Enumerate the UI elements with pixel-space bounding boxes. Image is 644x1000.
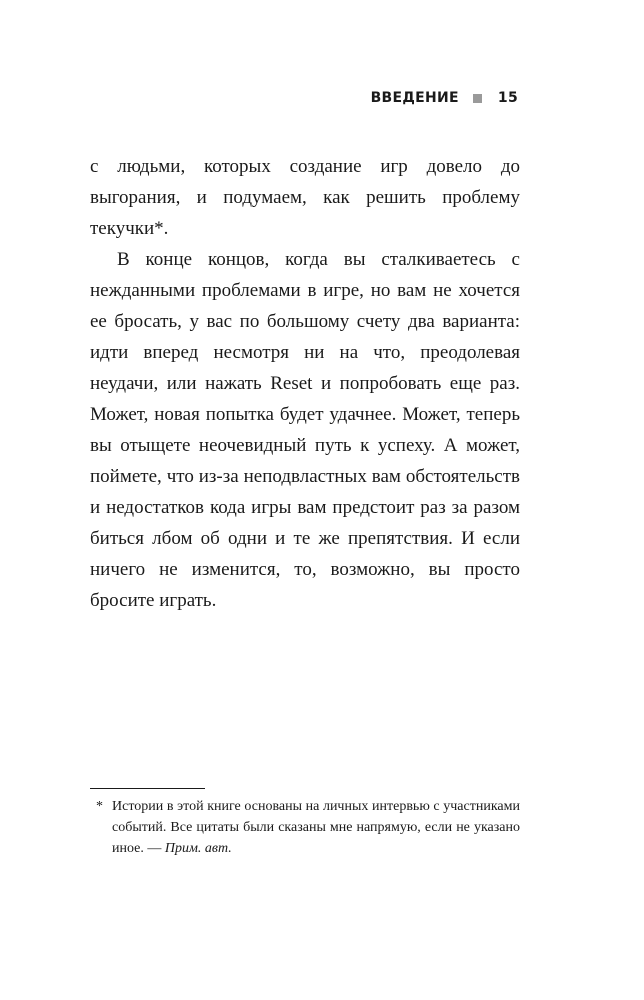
page-number: 15 bbox=[497, 90, 518, 106]
header-square-icon bbox=[473, 94, 482, 103]
paragraph-1: с людьми, которых создание игр довело до выгорания, и подумаем, как решить проблему текучки*. bbox=[90, 156, 520, 239]
footnote-mark: * bbox=[96, 799, 103, 814]
footnote-body bbox=[112, 796, 520, 859]
footnote-text: Истории в этой книге основаны на личных интервью с участниками событий. Все цитаты были сказаны мне напрямую, если не указано иное. — bbox=[112, 799, 520, 856]
paragraph-2: В конце концов, когда вы сталкиваетесь с нежданными проблемами в игре, но вам не хочется ее бросать, у вас по большому счету два варианта: идти вперед несмотря ни на что, преодолевая неудачи, или нажать Reset и попробовать еще раз. Может, новая попытка будет удачнее. Может, теперь вы отыщете неочевидный путь к успеху. А может, поймете, что из-за неподвластных вам обстоятельств и недостатков кода игры вам предстоит раз за разом биться лбом об одни и те же препятствия. И если ничего не изменится, то, возможно, вы просто бросите играть. bbox=[90, 249, 520, 611]
footnote-note-ref: Прим. авт. bbox=[164, 841, 232, 856]
section-title: ВВЕДЕНИЕ bbox=[370, 90, 459, 106]
running-header bbox=[371, 90, 518, 106]
body-text bbox=[90, 151, 520, 616]
footnote-divider bbox=[90, 788, 205, 789]
footnote bbox=[90, 796, 520, 859]
